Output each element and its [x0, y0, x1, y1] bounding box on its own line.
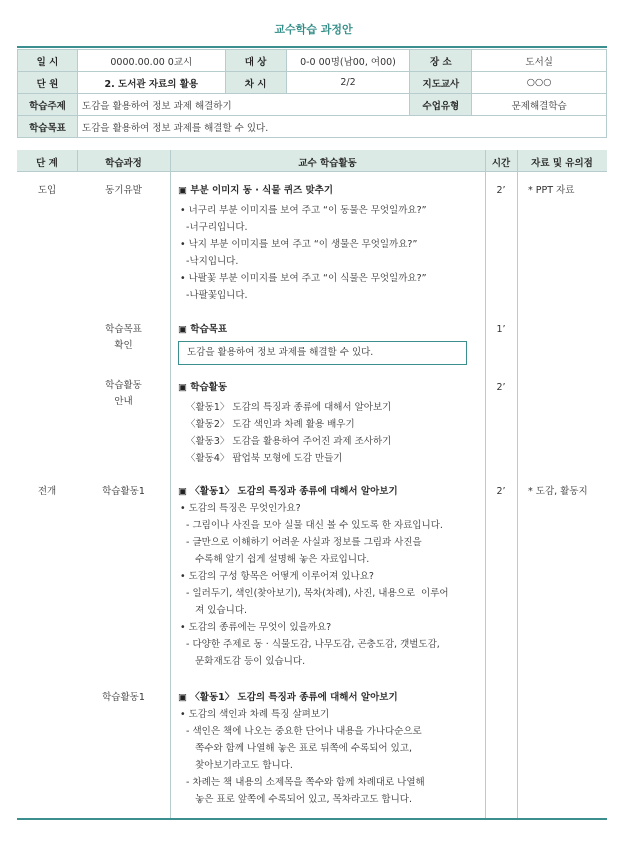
process-activity: 학습활동 [105, 380, 142, 391]
goal-box-text: 도감을 활용하여 정보 과제를 해결할 수 있다. [187, 347, 374, 358]
activity-line: • 낙지 부분 이미지를 보여 주고 “이 생물은 무엇일까요?” [180, 239, 418, 250]
activity-line: • 너구리 부분 이미지를 보여 주고 “이 동물은 무엇일까요?” [180, 205, 427, 216]
teacher-label: 지도교사 [410, 72, 472, 94]
session-value: 2/2 [286, 72, 410, 94]
activity-list-item: 〈활동1〉 도감의 특징과 종류에 대해서 알아보기 [186, 402, 392, 413]
activity-line: • 도감의 색인과 차례 특징 살펴보기 [180, 709, 330, 720]
target-label: 대 상 [225, 50, 286, 72]
section-activity-heading: ▣ 학습활동 [178, 382, 227, 393]
activity-line: 쪽수와 함께 나열해 놓은 표로 뒤쪽에 수록되어 있고, [180, 743, 412, 754]
type-value: 문제해결학습 [472, 94, 607, 116]
info-table [17, 49, 607, 138]
teacher-value: ○○○ [472, 72, 607, 94]
activity-line: • 나팔꽃 부분 이미지를 보여 주고 “이 식물은 무엇일까요?” [180, 273, 427, 284]
goal-value: 도감을 활용하여 정보 과제를 해결할 수 있다. [77, 116, 606, 138]
unit-label: 단 원 [18, 72, 78, 94]
activity-line: • 도감의 구성 항목은 어떻게 이루어져 있나요? [180, 571, 374, 582]
page-title: 교수학습 과정안 [274, 23, 353, 36]
column-process: 학습과정 [105, 158, 142, 169]
process-activity1-b: 학습활동1 [102, 692, 145, 703]
activity-line: • 도감의 특징은 무엇인가요? [180, 503, 301, 514]
column-activity: 교수 학습활동 [298, 158, 357, 169]
column-materials: 자료 및 유의점 [531, 158, 593, 169]
material-ppt: * PPT 자료 [528, 185, 575, 196]
column-stage: 단 계 [36, 158, 58, 169]
unit-value: 2. 도서관 자료의 활용 [77, 72, 225, 94]
activity-line: 져 있습니다. [180, 605, 248, 616]
section-activity1-heading: ▣ 〈활동1〉 도감의 특징과 종류에 대해서 알아보기 [178, 486, 398, 497]
bottom-rule [17, 818, 607, 820]
activity-line: - 색인은 책에 나오는 중요한 단어나 내용을 가나다순으로 [180, 726, 422, 737]
time-activity: 2’ [496, 382, 506, 393]
activity-list-item: 〈활동4〉 팝업북 모형에 도감 만들기 [186, 453, 343, 464]
activity-line: 찾아보기라고도 합니다. [180, 760, 293, 771]
col-divider [517, 150, 518, 818]
activity-line: - 글만으로 이해하기 어려운 사실과 정보를 그림과 사진을 [180, 537, 422, 548]
process-goal-check: 확인 [114, 340, 133, 351]
session-label: 차 시 [225, 72, 286, 94]
activity-line: -너구리입니다. [180, 222, 248, 233]
activity-line: 문화재도감 등이 있습니다. [180, 656, 306, 667]
type-label: 수업유형 [410, 94, 472, 116]
activity-line: -낙지입니다. [180, 256, 239, 267]
date-value: 0000.00.00 0교시 [77, 50, 225, 72]
activity-list-item: 〈활동3〉 도감을 활용하여 주어진 과제 조사하기 [186, 436, 392, 447]
info-row-2 [18, 72, 607, 94]
target-value: 0-0 00명(남00, 여00) [286, 50, 410, 72]
time-motivation: 2’ [496, 185, 506, 196]
info-row-1 [18, 50, 607, 72]
section-goal-heading: ▣ 학습목표 [178, 324, 227, 335]
process-activity-guide: 안내 [114, 396, 133, 407]
top-rule [17, 46, 607, 48]
activity-line: - 일러두기, 색인(찾아보기), 목차(차례), 사진, 내용으로 이루어 [180, 588, 449, 599]
col-divider [170, 150, 171, 818]
time-goal: 1’ [496, 324, 506, 335]
activity-line: - 다양한 주제로 동 · 식물도감, 나무도감, 곤충도감, 갯벌도감, [180, 639, 440, 650]
activity-line: 수록해 알기 쉽게 설명해 놓은 자료입니다. [180, 554, 370, 565]
place-label: 장 소 [410, 50, 472, 72]
activity-line: 놓은 표로 앞쪽에 수록되어 있고, 목차라고도 합니다. [180, 794, 412, 805]
date-label: 일 시 [18, 50, 78, 72]
process-motivation: 동기유발 [105, 185, 142, 196]
topic-value: 도감을 활용하여 정보 과제 해결하기 [77, 94, 410, 116]
activity-line: - 그림이나 사진을 모아 실물 대신 볼 수 있도록 한 자료입니다. [180, 520, 443, 531]
place-value: 도서실 [472, 50, 607, 72]
activity-list-item: 〈활동2〉 도감 색인과 차례 활용 배우기 [186, 419, 355, 430]
column-time: 시간 [491, 158, 511, 169]
info-row-4 [18, 116, 607, 138]
topic-label: 학습주제 [18, 94, 78, 116]
stage-intro: 도입 [37, 185, 57, 196]
activity-line: - 차례는 책 내용의 소제목을 쪽수와 함께 차례대로 나열해 [180, 777, 425, 788]
time-activity1: 2’ [496, 486, 506, 497]
info-row-3 [18, 94, 607, 116]
activity-line: • 도감의 종류에는 무엇이 있을까요? [180, 622, 332, 633]
process-goal: 학습목표 [105, 324, 142, 335]
goal-label: 학습목표 [18, 116, 78, 138]
header-bottom-rule [17, 171, 607, 172]
section-activity1b-heading: ▣ 〈활동1〉 도감의 특징과 종류에 대해서 알아보기 [178, 692, 398, 703]
section-quiz-heading: ▣ 부분 이미지 동 · 식물 퀴즈 맞추기 [178, 185, 334, 196]
material-book: * 도감, 활동지 [528, 486, 588, 497]
process-activity1: 학습활동1 [102, 486, 145, 497]
stage-develop: 전개 [37, 486, 57, 497]
activity-line: -나팔꽃입니다. [180, 290, 248, 301]
